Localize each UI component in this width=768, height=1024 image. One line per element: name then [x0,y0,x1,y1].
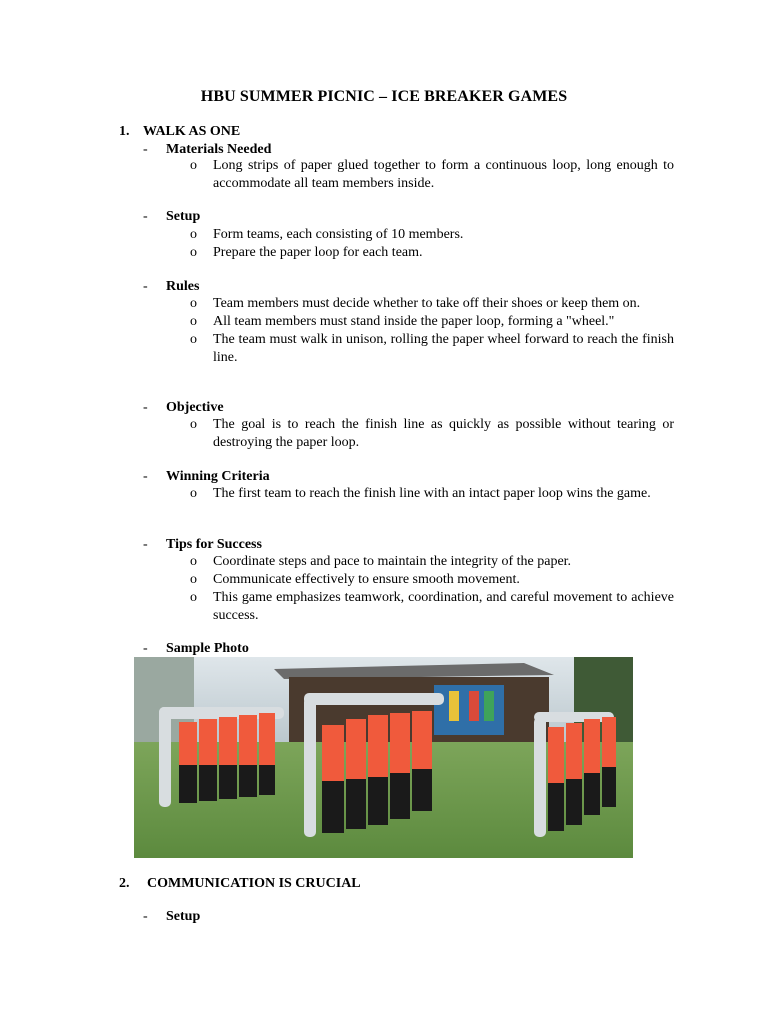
list-item: o Team members must decide whether to take off their shoes or keep them on. [190,296,641,311]
list-item: o The first team to reach the finish line with an intact paper loop wins the game. [190,486,651,501]
list-item: o Long strips of paper glued together to form a continuous loop, long enough to accommodate all team members inside. [190,158,674,191]
section-2-heading [119,875,361,893]
section-1-title: WALK AS ONE [143,124,241,139]
list-item: o Prepare the paper loop for each team. [190,245,423,260]
setup-list [190,226,674,262]
subheading-setup: - Setup [143,209,201,224]
subheading-materials: - Materials Needed [143,142,272,157]
winning-list [190,485,674,503]
list-item: o The goal is to reach the finish line as quickly as possible without tearing or destroying the paper loop. [190,417,674,450]
sample-photo-illustration [134,657,633,858]
subheading-rules: - Rules [143,279,200,294]
list-item: o All team members must stand inside the paper loop, forming a "wheel." [190,314,615,329]
sample-photo [134,657,633,858]
section-2-title: COMMUNICATION IS CRUCIAL [147,876,361,891]
materials-list [190,157,674,193]
list-item: o Communicate effectively to ensure smooth movement. [190,572,520,587]
list-item: o This game emphasizes teamwork, coordination, and careful movement to achieve success. [190,590,674,623]
list-item: o Form teams, each consisting of 10 members. [190,227,464,242]
objective-list [190,416,674,452]
list-item: o Coordinate steps and pace to maintain the integrity of the paper. [190,554,572,569]
section-1-heading [119,123,241,141]
list-item: o The team must walk in unison, rolling the paper wheel forward to reach the finish line. [190,332,674,365]
subheading-winning-criteria: - Winning Criteria [143,469,270,484]
tips-list [190,553,674,625]
subheading-setup-2: - Setup [143,909,201,924]
page-title: HBU SUMMER PICNIC – ICE BREAKER GAMES [200,88,568,105]
subheading-objective: - Objective [143,400,224,415]
subheading-sample-photo: - Sample Photo [143,641,249,656]
section-2-number: 2. [119,876,130,891]
section-1-number: 1. [119,124,130,139]
rules-list [190,295,674,367]
subheading-tips: - Tips for Success [143,537,262,552]
